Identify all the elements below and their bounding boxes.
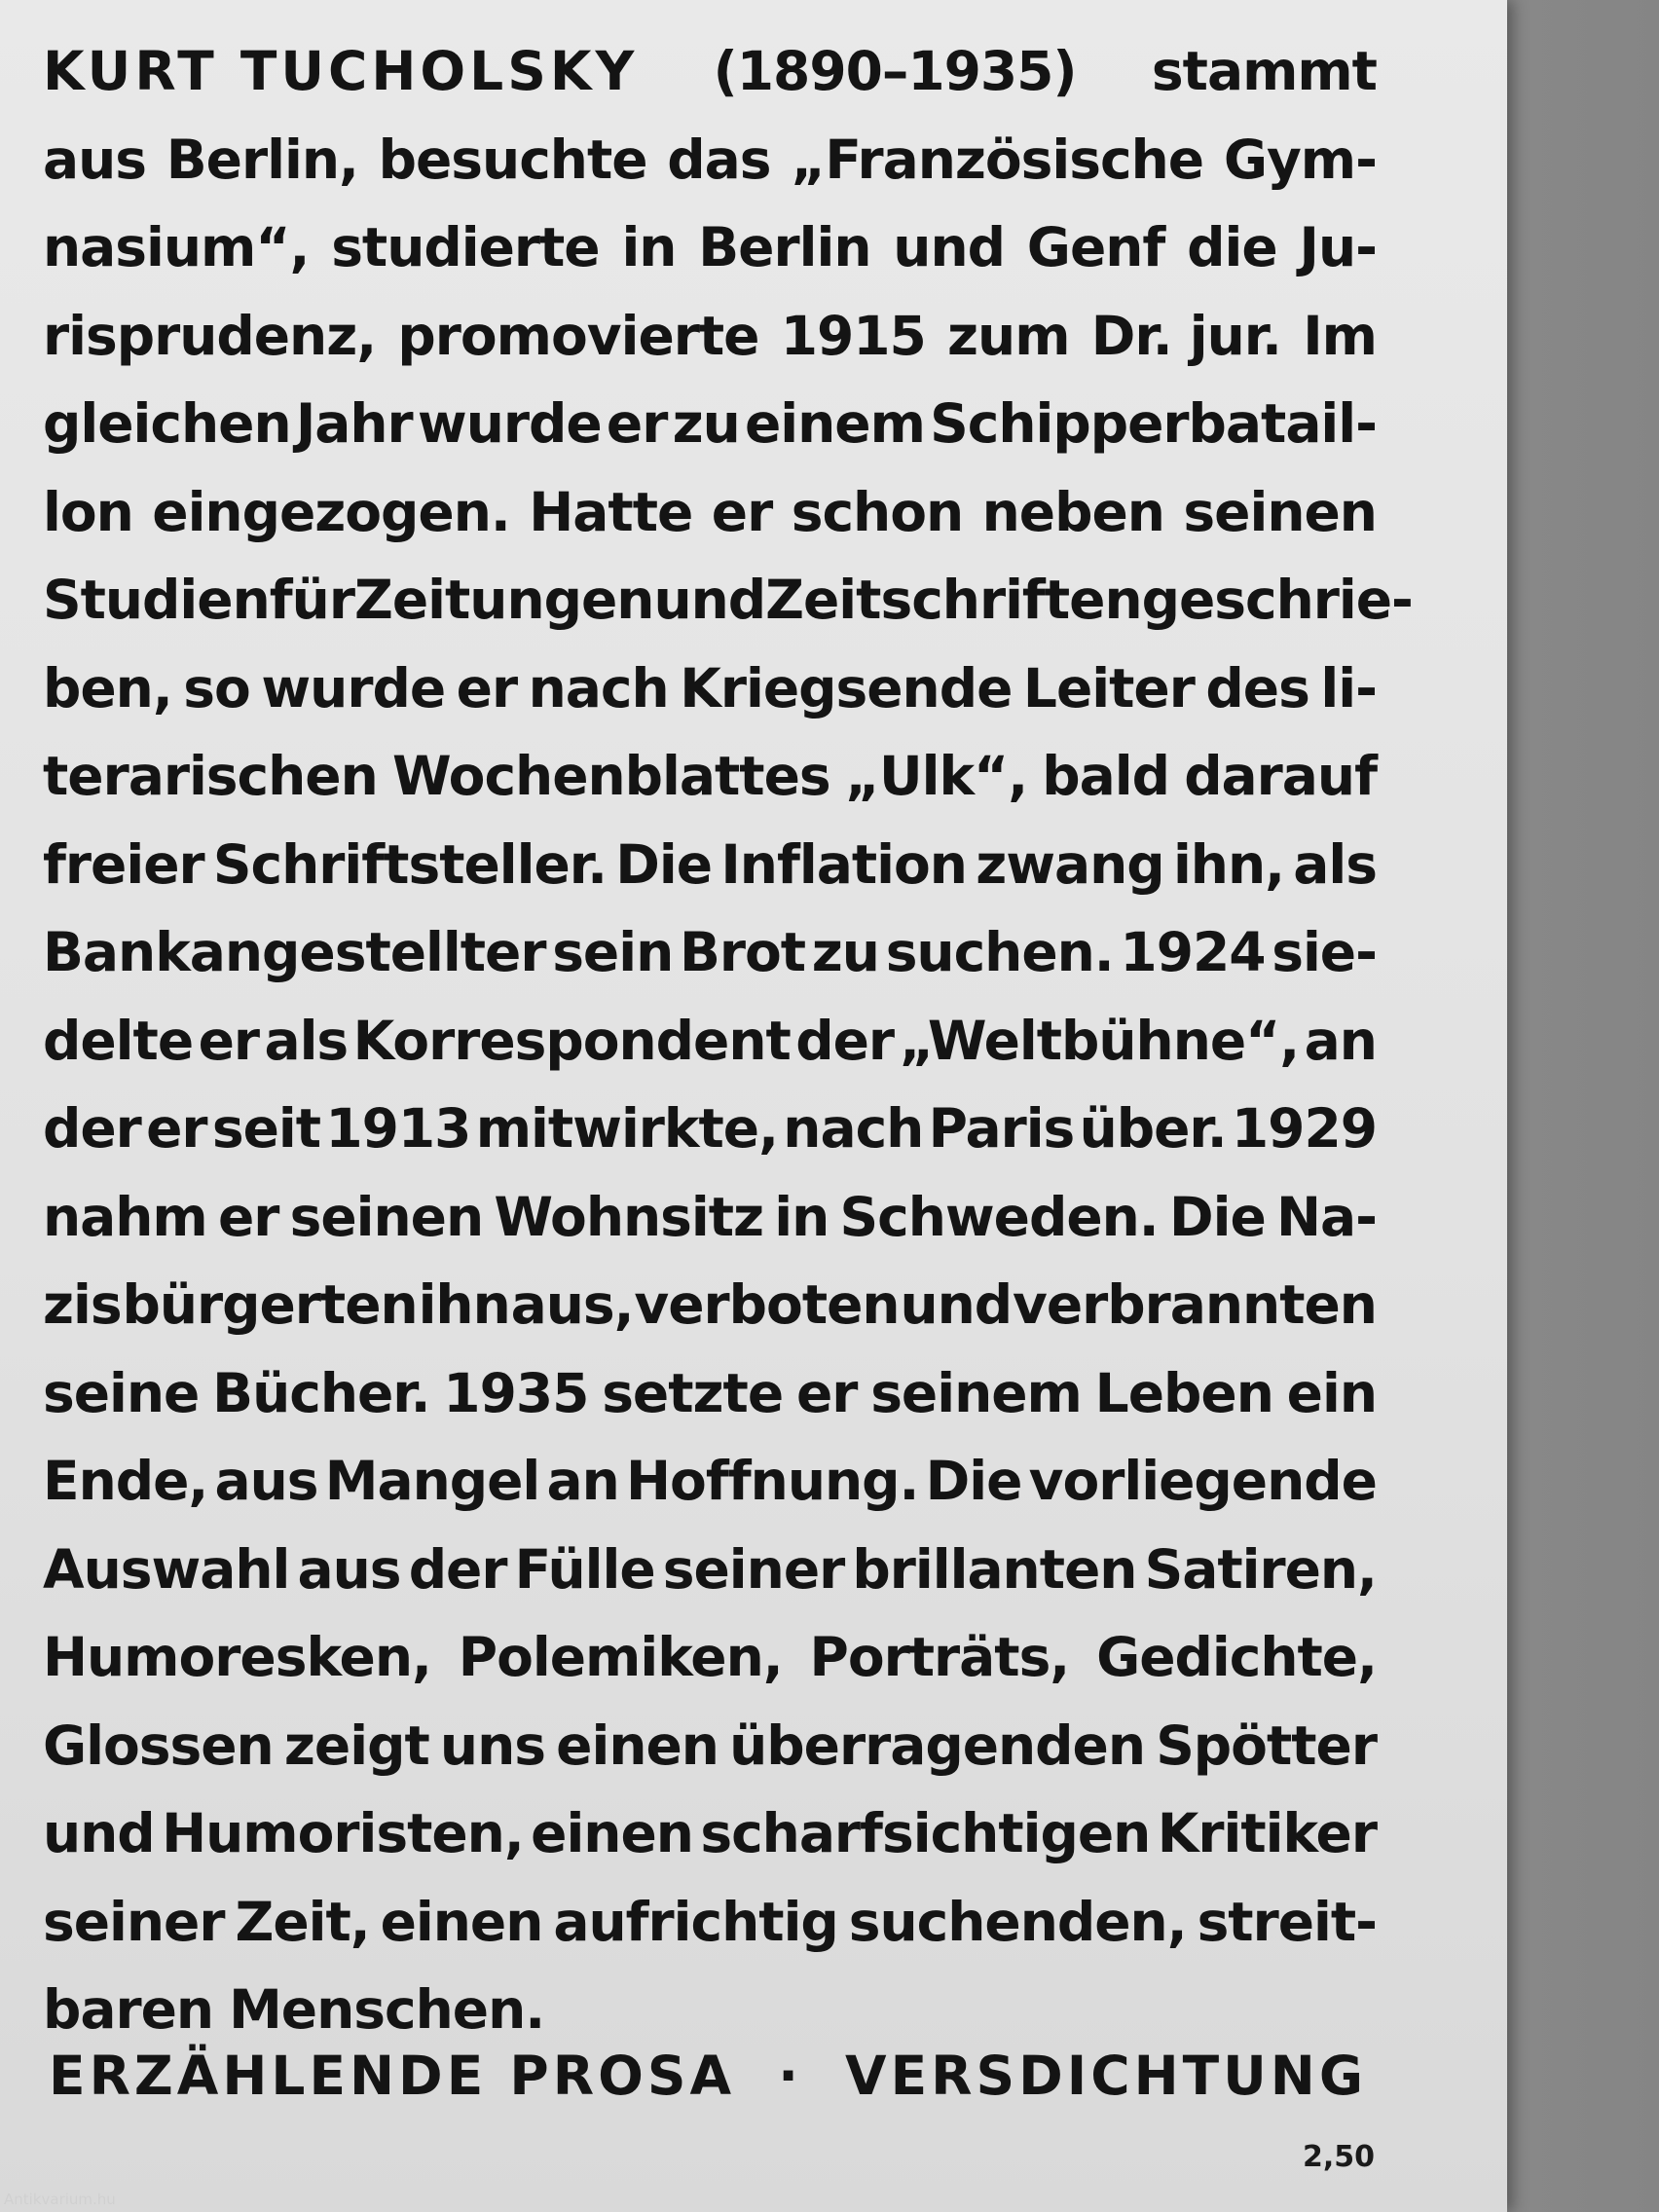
word: Die xyxy=(615,832,713,896)
word: scharfsichtigen xyxy=(700,1802,1151,1864)
word: seinen xyxy=(289,1185,484,1248)
text-line xyxy=(43,1349,1377,1438)
word: nach xyxy=(528,656,669,719)
word: Humoristen, xyxy=(162,1802,524,1864)
text-line xyxy=(43,1702,1377,1790)
word: besuchte xyxy=(378,128,647,191)
word: Die xyxy=(1168,1185,1266,1248)
word: zis xyxy=(43,1273,122,1336)
word: (1890–1935) xyxy=(713,40,1077,102)
word: Wohnsitz xyxy=(494,1185,764,1248)
word: Humoresken, xyxy=(43,1626,431,1688)
word: Zeit, xyxy=(235,1890,370,1953)
word: Polemiken, xyxy=(458,1626,783,1688)
text-line xyxy=(43,380,1377,468)
text-line xyxy=(43,1261,1377,1349)
word: Hatte xyxy=(529,480,693,543)
text-line xyxy=(43,1437,1377,1526)
word: Dr. jur. xyxy=(1090,304,1281,367)
text-line xyxy=(43,556,1413,645)
word: gleichen xyxy=(43,392,291,455)
word: und xyxy=(653,569,766,631)
word: Schipperbatail- xyxy=(930,392,1377,455)
word: in xyxy=(774,1185,830,1248)
word: nasium“, xyxy=(43,216,310,278)
word: Menschen. xyxy=(229,1978,545,2041)
word: einen xyxy=(556,1714,719,1777)
word: Studien xyxy=(43,569,270,631)
text-line xyxy=(43,1613,1377,1702)
word: die xyxy=(1187,216,1277,278)
word: Ende, xyxy=(43,1450,208,1512)
word: zwang xyxy=(976,832,1164,896)
word: Leben xyxy=(1094,1361,1273,1424)
text-line xyxy=(43,1526,1377,1614)
author-name: KURT TUCHOLSKY xyxy=(43,40,639,102)
word: als xyxy=(264,1009,349,1072)
word: 1935 xyxy=(443,1361,589,1424)
word: Brot xyxy=(679,921,806,983)
word: des xyxy=(1205,656,1309,719)
word: Paris xyxy=(928,1097,1075,1160)
word: einem xyxy=(745,392,925,455)
word: Ju- xyxy=(1299,216,1377,278)
word: Wochenblattes xyxy=(391,745,830,807)
word: Kritiker xyxy=(1157,1802,1377,1864)
word: seiner xyxy=(43,1890,225,1953)
word: der xyxy=(43,1097,141,1160)
word: streit- xyxy=(1197,1890,1377,1953)
word: vorliegende xyxy=(1028,1450,1377,1512)
text-line xyxy=(43,292,1377,381)
watermark-text: Antikvarium.hu xyxy=(4,2191,116,2208)
text-line xyxy=(43,1878,1377,1967)
word: neben xyxy=(981,480,1164,543)
word: 1924 xyxy=(1120,921,1266,983)
word: einen xyxy=(531,1802,693,1864)
word: Bankangestellter xyxy=(43,921,546,983)
word: er xyxy=(146,1097,207,1160)
genre-prose: ERZÄHLENDE PROSA xyxy=(49,2045,736,2107)
text-line xyxy=(43,645,1377,733)
word: Berlin, xyxy=(166,128,358,191)
word: er xyxy=(456,656,518,719)
word: aufrichtig xyxy=(553,1890,838,1953)
word: über. xyxy=(1079,1097,1227,1160)
author-biography-text xyxy=(43,27,1413,2054)
word: baren xyxy=(43,1978,214,2041)
word: Hoffnung. xyxy=(626,1450,919,1512)
word: und xyxy=(893,216,1005,278)
text-line xyxy=(43,1966,1377,2054)
word: risprudenz, xyxy=(43,304,377,367)
word: uns xyxy=(439,1714,545,1777)
word: Gedichte, xyxy=(1096,1626,1377,1688)
word: brillanten xyxy=(852,1537,1137,1601)
word: aus xyxy=(297,1537,401,1601)
word: eingezogen. xyxy=(152,480,510,543)
word: Spötter xyxy=(1156,1714,1377,1777)
text-line xyxy=(43,468,1377,557)
word: Satiren, xyxy=(1144,1537,1377,1601)
word: „Ulk“, xyxy=(844,745,1028,807)
word: Schweden. xyxy=(839,1185,1159,1248)
text-line xyxy=(43,732,1377,821)
word: sie- xyxy=(1272,921,1377,983)
word: suchen. xyxy=(885,921,1114,983)
word: seine xyxy=(43,1361,200,1424)
word: freier xyxy=(43,832,204,896)
word: zu xyxy=(811,921,879,983)
word: terarischen xyxy=(43,745,378,807)
word: bürgerten xyxy=(122,1273,418,1336)
word: zum xyxy=(947,304,1070,367)
word: Inflation xyxy=(720,832,967,896)
word: zu xyxy=(672,392,740,455)
text-line xyxy=(43,1085,1377,1173)
word: ihn xyxy=(418,1273,510,1336)
word: das xyxy=(667,128,771,191)
word: stammt xyxy=(1151,40,1377,102)
word: „Französische xyxy=(791,128,1204,191)
text-line xyxy=(43,997,1377,1086)
word: zeigt xyxy=(283,1714,429,1777)
genre-separator: · xyxy=(778,2045,802,2107)
word: Porträts, xyxy=(809,1626,1070,1688)
word: seit xyxy=(211,1097,321,1160)
word: in xyxy=(621,216,677,278)
word: einen xyxy=(380,1890,543,1953)
word: seinen xyxy=(1183,480,1377,543)
word: Jahr xyxy=(295,392,413,455)
word: li- xyxy=(1320,656,1377,719)
word: Na- xyxy=(1275,1185,1377,1248)
genre-line xyxy=(49,2045,1367,2107)
word: für xyxy=(269,569,354,631)
word: überragenden xyxy=(729,1714,1145,1777)
word: „Weltbühne“, xyxy=(899,1009,1300,1072)
word: aus xyxy=(43,128,147,191)
word: der xyxy=(408,1537,507,1601)
word: mitwirkte, xyxy=(475,1097,778,1160)
word: nach xyxy=(783,1097,924,1160)
word: nahm xyxy=(43,1185,207,1248)
word: Zeitungen xyxy=(353,569,654,631)
word: wurde xyxy=(261,656,446,719)
word: schon xyxy=(791,480,964,543)
word: ben, xyxy=(43,656,172,719)
word: und xyxy=(900,1273,1013,1336)
word: wurde xyxy=(417,392,602,455)
word: promovierte xyxy=(397,304,759,367)
text-line xyxy=(43,27,1377,116)
word: Auswahl xyxy=(43,1537,290,1601)
word: suchenden, xyxy=(848,1890,1187,1953)
word: setzte xyxy=(602,1361,784,1424)
word: Die xyxy=(925,1450,1022,1512)
text-line xyxy=(43,908,1377,997)
word: an xyxy=(1304,1009,1377,1072)
word: Bücher. xyxy=(212,1361,430,1424)
price-label: 2,50 xyxy=(1303,2140,1376,2174)
text-line xyxy=(43,1173,1377,1262)
word: Kriegsende xyxy=(680,656,1013,719)
word: aus, xyxy=(510,1273,634,1336)
word: Korrespondent xyxy=(352,1009,791,1072)
word: Fülle xyxy=(514,1537,655,1601)
word: er xyxy=(711,480,773,543)
word: er xyxy=(606,392,668,455)
word: lon xyxy=(43,480,133,543)
word: Mangel xyxy=(324,1450,540,1512)
word: 1915 xyxy=(780,304,926,367)
word: seiner xyxy=(662,1537,845,1601)
word: der xyxy=(795,1009,895,1072)
word: als xyxy=(1293,832,1377,896)
word: Genf xyxy=(1026,216,1165,278)
word: Im xyxy=(1303,304,1377,367)
word: bald xyxy=(1042,745,1169,807)
word: er xyxy=(198,1009,260,1072)
text-line xyxy=(43,821,1377,909)
genre-verse: VERSDICHTUNG xyxy=(845,2045,1367,2107)
word: 1913 xyxy=(325,1097,471,1160)
word: und xyxy=(43,1802,155,1864)
word: Glossen xyxy=(43,1714,274,1777)
word: Gym- xyxy=(1223,128,1377,191)
word: Berlin xyxy=(698,216,871,278)
word: aus xyxy=(214,1450,318,1512)
word: Schriftsteller. xyxy=(212,832,607,896)
word: verbrannten xyxy=(1013,1273,1377,1336)
word: seinem xyxy=(870,1361,1082,1424)
text-line xyxy=(43,116,1377,204)
word: an xyxy=(546,1450,619,1512)
word: ein xyxy=(1286,1361,1377,1424)
word: verboten xyxy=(634,1273,900,1336)
word: Leiter xyxy=(1022,656,1195,719)
word: geschrie- xyxy=(1141,569,1413,631)
word: ihn, xyxy=(1172,832,1285,896)
word: darauf xyxy=(1184,745,1377,807)
word: so xyxy=(183,656,250,719)
text-line xyxy=(43,1789,1377,1878)
word: sein xyxy=(552,921,674,983)
word: er xyxy=(217,1185,279,1248)
word: er xyxy=(795,1361,858,1424)
text-line xyxy=(43,203,1377,292)
word: studierte xyxy=(331,216,600,278)
word: delte xyxy=(43,1009,194,1072)
word: 1929 xyxy=(1231,1097,1377,1160)
word: Zeitschriften xyxy=(765,569,1142,631)
